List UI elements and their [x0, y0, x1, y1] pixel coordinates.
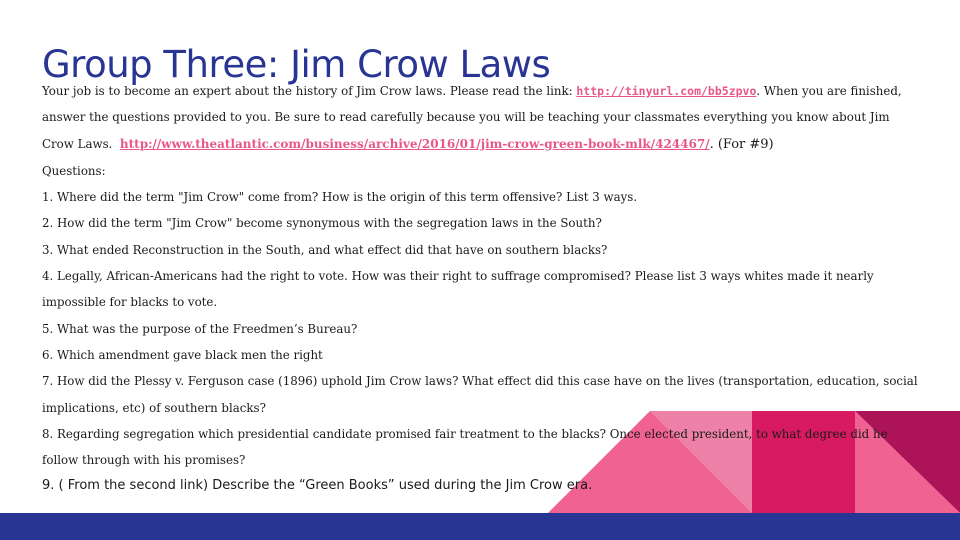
slide-title: Group Three: Jim Crow Laws — [42, 42, 551, 86]
intro-paragraph — [42, 78, 922, 158]
question-4: 4. Legally, African-Americans had the right to vote. How was their right to suffrage compromised? Please list 3 ways whites made it nearly impossible for blacks to vote. — [42, 269, 874, 310]
intro-text-3: . (For #9) — [709, 136, 774, 152]
question-8: 8. Regarding segregation which presidential candidate promised fair treatment to the blacks? Once elected president, to what degree did he follow through with his promises? — [42, 426, 888, 468]
bottom-bar — [0, 513, 960, 540]
question-1: 1. Where did the term "Jim Crow" come from? How is the origin of this term offensive? List 3 ways. — [42, 190, 638, 205]
question-5: 5. What was the purpose of the Freedmen’s Bureau? — [42, 321, 358, 336]
question-2: 2. How did the term "Jim Crow" become synonymous with the segregation laws in the South? — [42, 216, 602, 231]
link-atlantic[interactable]: http://www.theatlantic.com/business/archive/2016/01/jim-crow-green-book-mlk/424467/ — [119, 136, 710, 151]
slide-body — [42, 78, 922, 499]
question-7: 7. How did the Plessy v. Ferguson case (1896) uphold Jim Crow laws? What effect did this case have on the lives (transportation, education, social implications, etc) of southern blacks? — [42, 374, 918, 415]
link-tinyurl[interactable]: http://tinyurl.com/bb5zpvo — [576, 84, 757, 98]
question-6: 6. Which amendment gave black men the right — [42, 347, 323, 362]
question-3: 3. What ended Reconstruction in the South, and what effect did that have on southern blacks? — [42, 242, 608, 257]
intro-text-2: . When you are finished, answer the questions provided to you. Be sure to read carefully because you will be teaching your classmates everything you know about Jim Crow Laws. — [42, 84, 902, 151]
intro-text-1: Your job is to become an expert about the history of Jim Crow laws. Please read the link: — [42, 84, 577, 98]
question-9: 9. ( From the second link) Describe the “Green Books” used during the Jim Crow era. — [42, 478, 593, 494]
questions-label: Questions: — [42, 163, 106, 178]
